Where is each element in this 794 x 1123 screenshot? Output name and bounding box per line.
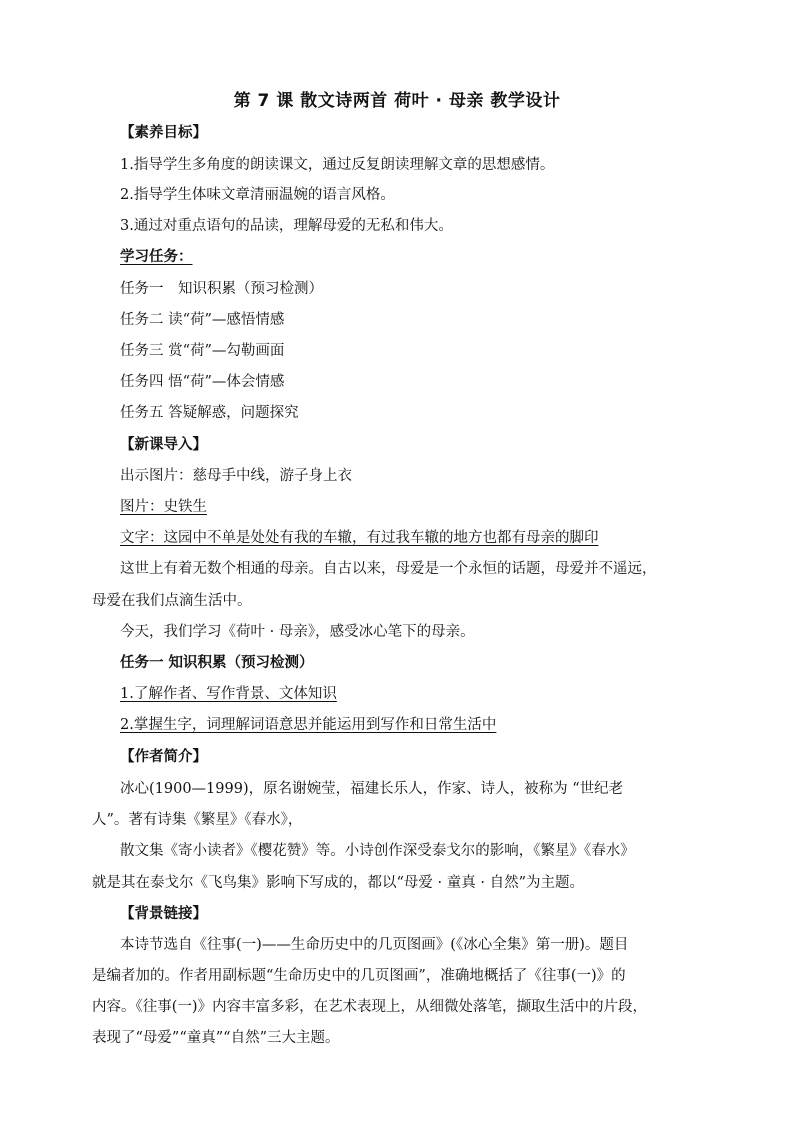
- background-paragraph-b: 是编者加的。作者用副标题“生命历史中的几页图画”，准确地概括了《往事(一)》的: [92, 968, 626, 984]
- task-item-2: 任务二 读“荷”—感悟情感: [120, 312, 285, 328]
- task1-item-2: 2.掌握生字，词理解词语意思并能运用到写作和日常生活中: [120, 717, 497, 733]
- author-paragraph-2a: 散文集《寄小读者》《樱花赞》等。小诗创作深受泰戈尔的影响，《繁星》《春水》: [120, 843, 635, 859]
- task-item-4: 任务四 悟“荷”—体会情感: [120, 374, 285, 390]
- intro-heading: 【新课导入】: [120, 437, 207, 453]
- goal-item-1: 1.指导学生多角度的朗读课文，通过反复朗读理解文章的思想感情。: [120, 157, 555, 173]
- intro-line-1: 出示图片：慈母手中线，游子身上衣: [120, 468, 352, 484]
- intro-line-2: 图片：史铁生: [120, 499, 207, 515]
- goal-item-2: 2.指导学生体味文章清丽温婉的语言风格。: [120, 187, 395, 203]
- intro-paragraph-2: 今天，我们学习《荷叶 · 母亲》，感受冰心笔下的母亲。: [120, 624, 475, 640]
- intro-line-3: 文字：这园中不单是处处有我的车辙，有过我车辙的地方也都有母亲的脚印: [120, 530, 599, 546]
- background-paragraph-d: 表现了“母爱”“童真”“自然”三大主题。: [92, 1030, 340, 1046]
- background-heading: 【背景链接】: [120, 906, 207, 922]
- intro-paragraph-1b: 母爱在我们点滴生活中。: [92, 593, 252, 609]
- author-paragraph-2b: 就是其在泰戈尔《飞鸟集》影响下写成的，都以“母爱 · 童真 · 自然”为主题。: [92, 875, 584, 891]
- goals-heading: 【素养目标】: [120, 125, 207, 141]
- author-paragraph-1a: 冰心(1900—1999)，原名谢婉莹，福建长乐人，作家、诗人，被称为 “世纪老: [120, 781, 624, 797]
- page-title: 第 7 课 散文诗两首 荷叶 · 母亲 教学设计: [233, 91, 561, 111]
- author-paragraph-1b: 人”。著有诗集《繁星》《春水》，: [92, 812, 303, 828]
- author-heading: 【作者简介】: [120, 749, 207, 765]
- intro-paragraph-1a: 这世上有着无数个相通的母亲。自古以来，母爱是一个永恒的话题，母爱并不遥远，: [120, 561, 657, 577]
- background-paragraph-c: 内容。《往事(一)》内容丰富多彩，在艺术表现上，从细微处落笔，撷取生活中的片段，: [92, 999, 648, 1015]
- background-paragraph-a: 本诗节选自《往事(一)——生命历史中的几页图画》(《冰心全集》第一册)。题目: [120, 937, 629, 953]
- task-item-5: 任务五 答疑解惑，问题探究: [120, 405, 299, 421]
- task1-heading: 任务一 知识积累（预习检测）: [120, 655, 314, 671]
- goal-item-3: 3.通过对重点语句的品读，理解母爱的无私和伟大。: [120, 218, 453, 234]
- task1-item-1: 1.了解作者、写作背景、文体知识: [120, 686, 337, 702]
- task-item-3: 任务三 赏“荷”—勾勒画面: [120, 343, 285, 359]
- tasks-heading: 学习任务：: [120, 249, 193, 265]
- task-item-1: 任务一 知识积累（预习检测）: [120, 281, 323, 297]
